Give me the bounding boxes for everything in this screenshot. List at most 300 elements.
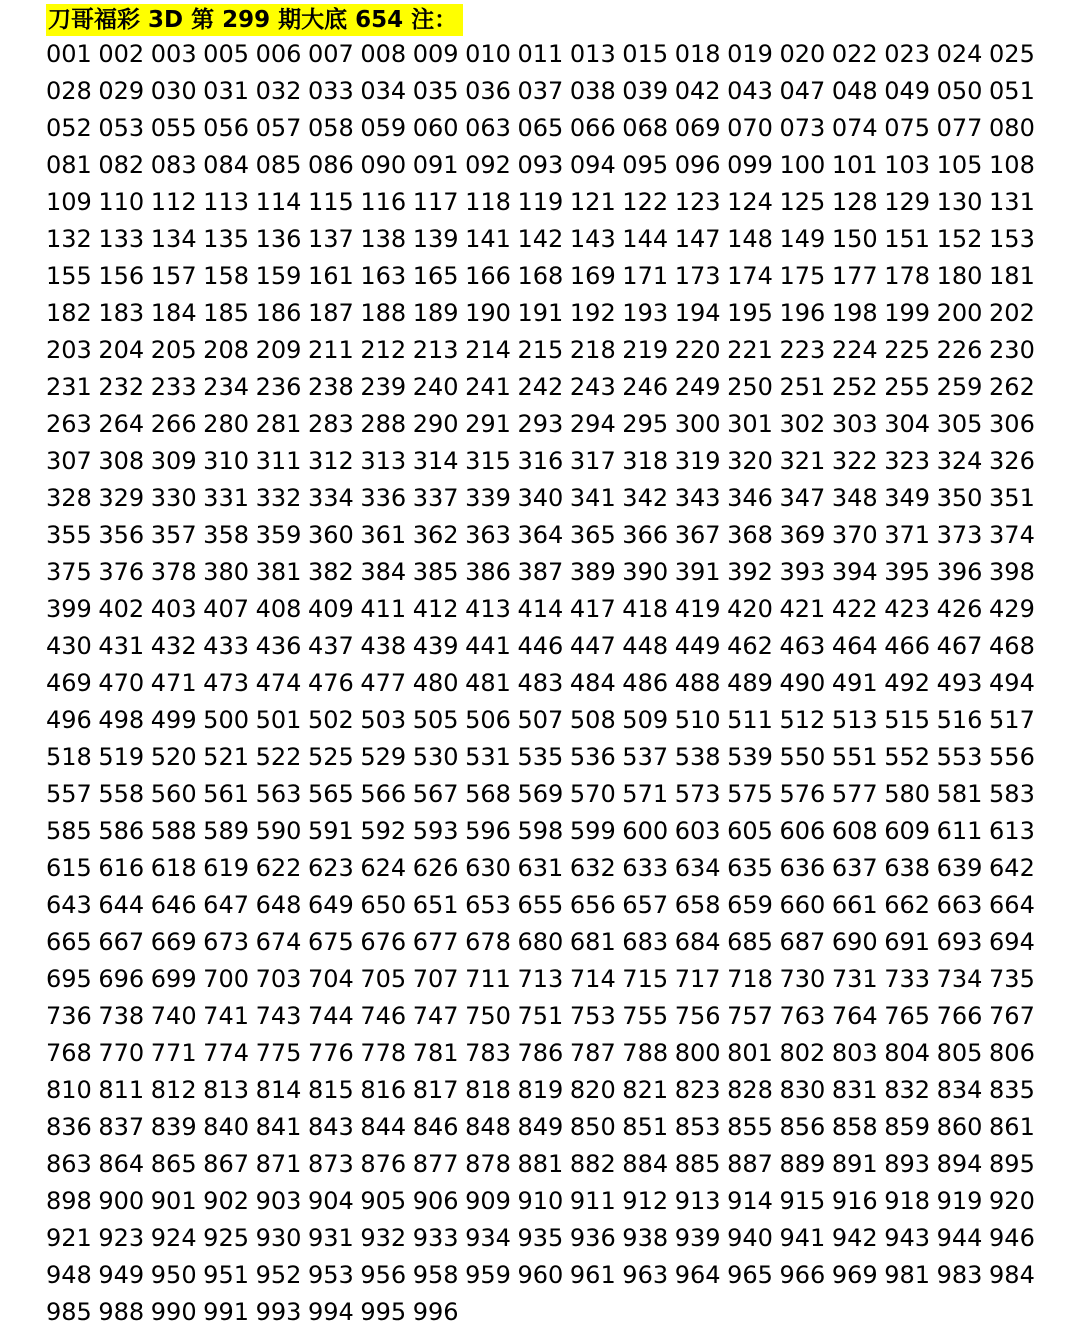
number-item: 250 [727,373,773,401]
number-item: 733 [884,965,931,993]
number-row [46,1220,1046,1257]
number-item: 315 [465,447,511,475]
number-item: 108 [989,151,1035,179]
number-item: 438 [360,632,407,660]
number-item: 355 [46,521,92,549]
number-item: 765 [884,1002,931,1030]
number-item: 570 [569,780,616,808]
number-item: 914 [727,1187,773,1215]
number-item: 466 [884,632,931,660]
number-item: 683 [622,928,669,956]
number-item: 198 [831,299,878,327]
page-title: 刀哥福彩 3D 第 299 期大底 654 注： [46,4,463,36]
number-item: 811 [98,1076,145,1104]
number-item: 051 [989,77,1035,105]
number-item: 820 [569,1076,616,1104]
number-item: 080 [989,114,1035,142]
number-item: 877 [412,1150,459,1178]
number-item: 649 [307,891,354,919]
number-item: 969 [831,1261,878,1289]
number-item: 082 [98,151,145,179]
number-item: 191 [517,299,564,327]
number-item: 178 [884,262,931,290]
number-item: 856 [779,1113,826,1141]
number-item: 196 [779,299,826,327]
number-item: 069 [674,114,721,142]
number-item: 951 [203,1261,249,1289]
number-item: 615 [46,854,92,882]
number-item: 132 [46,225,92,253]
number-item: 413 [465,595,511,623]
number-item: 920 [989,1187,1035,1215]
number-item: 944 [936,1224,983,1252]
number-item: 691 [884,928,931,956]
number-row [46,628,1046,665]
number-item: 259 [936,373,983,401]
number-item: 958 [412,1261,459,1289]
number-item: 516 [936,706,983,734]
number-item: 063 [465,114,511,142]
number-item: 519 [98,743,145,771]
number-item: 329 [98,484,145,512]
number-item: 034 [360,77,407,105]
number-item: 616 [98,854,145,882]
number-item: 002 [98,40,145,68]
number-item: 059 [360,114,407,142]
number-item: 718 [727,965,773,993]
number-item: 965 [727,1261,773,1289]
number-item: 028 [46,77,92,105]
number-item: 680 [517,928,564,956]
number-item: 585 [46,817,92,845]
number-item: 192 [569,299,616,327]
number-item: 468 [989,632,1035,660]
number-item: 211 [307,336,354,364]
number-item: 019 [727,40,773,68]
number-item: 696 [98,965,145,993]
number-item: 764 [831,1002,878,1030]
number-item: 905 [360,1187,407,1215]
number-item: 243 [569,373,616,401]
number-item: 143 [569,225,616,253]
number-item: 015 [622,40,669,68]
number-item: 626 [412,854,459,882]
number-item: 608 [831,817,878,845]
number-item: 209 [255,336,302,364]
number-item: 058 [307,114,354,142]
number-item: 661 [831,891,878,919]
number-item: 695 [46,965,92,993]
number-item: 122 [622,188,669,216]
number-row [46,480,1046,517]
number-item: 187 [307,299,354,327]
number-item: 636 [779,854,826,882]
number-item: 500 [203,706,249,734]
number-item: 018 [674,40,721,68]
number-item: 913 [674,1187,721,1215]
number-item: 846 [412,1113,459,1141]
number-item: 873 [307,1150,354,1178]
number-item: 302 [779,410,826,438]
number-item: 805 [936,1039,983,1067]
number-list [46,36,1046,1331]
number-item: 921 [46,1224,92,1252]
number-item: 509 [622,706,669,734]
number-item: 052 [46,114,92,142]
number-item: 070 [727,114,773,142]
number-item: 481 [465,669,511,697]
number-item: 831 [831,1076,878,1104]
number-item: 887 [727,1150,773,1178]
number-item: 262 [989,373,1035,401]
number-item: 251 [779,373,826,401]
number-item: 446 [517,632,564,660]
number-item: 343 [674,484,721,512]
number-item: 837 [98,1113,145,1141]
number-item: 843 [307,1113,354,1141]
number-item: 813 [203,1076,249,1104]
number-item: 205 [150,336,197,364]
number-item: 663 [936,891,983,919]
number-item: 370 [831,521,878,549]
number-item: 369 [779,521,826,549]
number-item: 151 [884,225,931,253]
number-item: 815 [307,1076,354,1104]
number-item: 112 [150,188,197,216]
number-item: 378 [150,558,197,586]
number-item: 677 [412,928,459,956]
number-item: 032 [255,77,302,105]
number-item: 941 [779,1224,826,1252]
number-item: 961 [569,1261,616,1289]
number-item: 751 [517,1002,564,1030]
number-item: 115 [307,188,354,216]
number-item: 936 [569,1224,616,1252]
number-item: 786 [517,1039,564,1067]
number-item: 130 [936,188,983,216]
number-item: 885 [674,1150,721,1178]
number-item: 474 [255,669,302,697]
number-item: 938 [622,1224,669,1252]
number-item: 844 [360,1113,407,1141]
number-item: 293 [517,410,564,438]
number-item: 804 [884,1039,931,1067]
number-item: 339 [465,484,511,512]
number-row [46,517,1046,554]
number-item: 642 [989,854,1035,882]
number-item: 242 [517,373,564,401]
number-item: 238 [307,373,354,401]
number-item: 632 [569,854,616,882]
number-item: 812 [150,1076,197,1104]
number-item: 036 [465,77,511,105]
number-item: 159 [255,262,302,290]
number-item: 349 [884,484,931,512]
number-item: 662 [884,891,931,919]
number-item: 436 [255,632,302,660]
number-item: 802 [779,1039,826,1067]
number-item: 923 [98,1224,145,1252]
number-item: 129 [884,188,931,216]
number-item: 005 [203,40,249,68]
number-item: 525 [307,743,354,771]
number-item: 381 [255,558,302,586]
number-item: 981 [884,1261,931,1289]
number-item: 622 [255,854,302,882]
number-item: 505 [412,706,459,734]
number-item: 347 [779,484,826,512]
number-item: 771 [150,1039,197,1067]
number-item: 195 [727,299,773,327]
number-item: 598 [517,817,564,845]
number-item: 105 [936,151,983,179]
number-item: 037 [517,77,564,105]
number-item: 181 [989,262,1035,290]
number-item: 653 [465,891,511,919]
number-item: 904 [307,1187,354,1215]
number-item: 368 [727,521,773,549]
number-item: 053 [98,114,145,142]
number-item: 512 [779,706,826,734]
number-item: 893 [884,1150,931,1178]
number-item: 861 [989,1113,1035,1141]
number-item: 226 [936,336,983,364]
number-item: 418 [622,595,669,623]
number-item: 743 [255,1002,302,1030]
number-item: 288 [360,410,407,438]
number-item: 280 [203,410,249,438]
number-item: 557 [46,780,92,808]
number-item: 407 [203,595,249,623]
number-item: 239 [360,373,407,401]
number-item: 568 [465,780,511,808]
number-item: 306 [989,410,1035,438]
number-item: 644 [98,891,145,919]
number-item: 348 [831,484,878,512]
number-item: 074 [831,114,878,142]
number-item: 884 [622,1150,669,1178]
number-item: 099 [727,151,773,179]
number-item: 366 [622,521,669,549]
number-item: 787 [569,1039,616,1067]
number-item: 182 [46,299,92,327]
number-item: 900 [98,1187,145,1215]
number-item: 583 [989,780,1035,808]
number-item: 565 [307,780,354,808]
number-item: 119 [517,188,564,216]
number-item: 316 [517,447,564,475]
number-item: 264 [98,410,145,438]
number-item: 225 [884,336,931,364]
number-item: 331 [203,484,249,512]
number-item: 803 [831,1039,878,1067]
number-item: 093 [517,151,564,179]
number-item: 150 [831,225,878,253]
number-row [46,1183,1046,1220]
number-item: 375 [46,558,92,586]
number-item: 851 [622,1113,669,1141]
number-item: 919 [936,1187,983,1215]
number-item: 518 [46,743,92,771]
number-item: 940 [727,1224,773,1252]
number-item: 744 [307,1002,354,1030]
number-row [46,591,1046,628]
number-item: 865 [150,1150,197,1178]
number-item: 294 [569,410,616,438]
number-item: 356 [98,521,145,549]
number-item: 431 [98,632,145,660]
number-item: 047 [779,77,826,105]
number-item: 596 [465,817,511,845]
number-item: 864 [98,1150,145,1178]
number-item: 215 [517,336,564,364]
number-item: 931 [307,1224,354,1252]
number-item: 486 [622,669,669,697]
number-item: 949 [98,1261,145,1289]
number-item: 412 [412,595,459,623]
number-item: 853 [674,1113,721,1141]
number-item: 073 [779,114,826,142]
number-item: 320 [727,447,773,475]
number-item: 995 [360,1298,407,1326]
number-item: 009 [412,40,459,68]
number-item: 946 [989,1224,1035,1252]
number-item: 611 [936,817,983,845]
number-item: 403 [150,595,197,623]
number-row [46,1294,1046,1331]
number-item: 707 [412,965,459,993]
number-item: 351 [989,484,1035,512]
number-item: 380 [203,558,249,586]
number-item: 669 [150,928,197,956]
number-item: 952 [255,1261,302,1289]
number-item: 566 [360,780,407,808]
number-item: 241 [465,373,511,401]
number-item: 521 [203,743,249,771]
number-item: 963 [622,1261,669,1289]
number-item: 850 [569,1113,616,1141]
number-item: 263 [46,410,92,438]
number-item: 685 [727,928,773,956]
number-item: 531 [465,743,511,771]
number-item: 704 [307,965,354,993]
number-item: 703 [255,965,302,993]
number-item: 200 [936,299,983,327]
number-item: 746 [360,1002,407,1030]
number-item: 503 [360,706,407,734]
number-item: 221 [727,336,773,364]
number-item: 551 [831,743,878,771]
number-item: 103 [884,151,931,179]
number-item: 738 [98,1002,145,1030]
number-item: 321 [779,447,826,475]
number-row [46,554,1046,591]
number-item: 204 [98,336,145,364]
number-item: 156 [98,262,145,290]
number-item: 125 [779,188,826,216]
number-item: 462 [727,632,773,660]
number-item: 169 [569,262,616,290]
number-item: 735 [989,965,1035,993]
number-item: 139 [412,225,459,253]
number-item: 638 [884,854,931,882]
number-item: 399 [46,595,92,623]
number-item: 447 [569,632,616,660]
number-item: 834 [936,1076,983,1104]
number-row [46,1257,1046,1294]
number-item: 390 [622,558,669,586]
number-item: 422 [831,595,878,623]
number-item: 522 [255,743,302,771]
number-item: 731 [831,965,878,993]
number-item: 137 [307,225,354,253]
number-item: 956 [360,1261,407,1289]
number-item: 409 [307,595,354,623]
number-item: 768 [46,1039,92,1067]
number-item: 003 [150,40,197,68]
number-item: 166 [465,262,511,290]
number-item: 511 [727,706,773,734]
number-item: 593 [412,817,459,845]
number-item: 915 [779,1187,826,1215]
number-item: 520 [150,743,197,771]
number-item: 110 [98,188,145,216]
number-item: 382 [307,558,354,586]
number-item: 463 [779,632,826,660]
number-item: 932 [360,1224,407,1252]
number-item: 035 [412,77,459,105]
number-item: 609 [884,817,931,845]
number-item: 693 [936,928,983,956]
number-item: 473 [203,669,249,697]
number-item: 647 [203,891,249,919]
number-item: 055 [150,114,197,142]
number-item: 301 [727,410,773,438]
number-item: 964 [674,1261,721,1289]
number-item: 806 [989,1039,1035,1067]
number-item: 066 [569,114,616,142]
number-item: 849 [517,1113,564,1141]
number-item: 328 [46,484,92,512]
number-item: 208 [203,336,249,364]
number-item: 180 [936,262,983,290]
number-item: 567 [412,780,459,808]
number-item: 863 [46,1150,92,1178]
number-item: 581 [936,780,983,808]
number-item: 988 [98,1298,145,1326]
number-item: 023 [884,40,931,68]
number-item: 860 [936,1113,983,1141]
number-item: 334 [307,484,354,512]
number-item: 398 [989,558,1035,586]
number-item: 255 [884,373,931,401]
number-item: 753 [569,1002,616,1030]
number-item: 214 [465,336,511,364]
number-item: 085 [255,151,302,179]
number-item: 124 [727,188,773,216]
number-item: 433 [203,632,249,660]
number-item: 094 [569,151,616,179]
number-item: 213 [412,336,459,364]
number-item: 634 [674,854,721,882]
number-item: 700 [203,965,249,993]
number-item: 684 [674,928,721,956]
number-row [46,258,1046,295]
number-item: 185 [203,299,249,327]
number-item: 656 [569,891,616,919]
number-item: 330 [150,484,197,512]
number-item: 717 [674,965,721,993]
